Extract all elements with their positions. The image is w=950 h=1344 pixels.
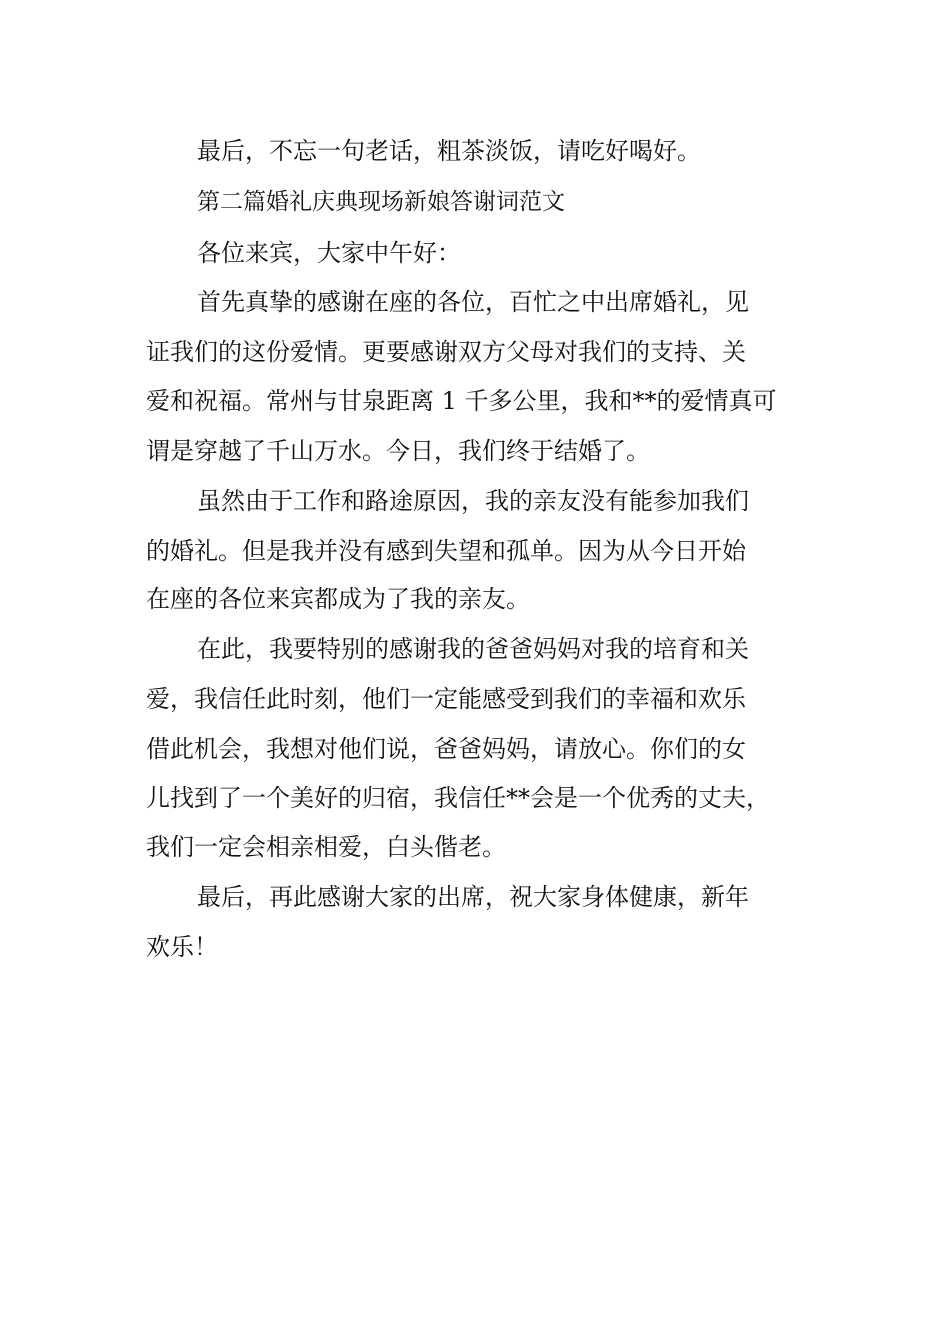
paragraph-line: 虽然由于工作和路途原因，我的亲友没有能参加我们	[197, 487, 749, 515]
closing-line: 最后，不忘一句老话，粗茶淡饭，请吃好喝好。	[197, 137, 701, 165]
paragraph-line: 儿找到了一个美好的归宿，我信任**会是一个优秀的丈夫，	[146, 784, 770, 812]
paragraph-line: 在座的各位来宾都成为了我的亲友。	[146, 585, 530, 613]
paragraph-line: 证我们的这份爱情。更要感谢双方父母对我们的支持、关	[146, 338, 746, 366]
paragraph-line: 欢乐！	[146, 933, 218, 961]
section-title: 第二篇婚礼庆典现场新娘答谢词范文	[197, 189, 565, 215]
paragraph-line: 借此机会，我想对他们说，爸爸妈妈，请放心。你们的女	[146, 735, 746, 763]
paragraph-line: 的婚礼。但是我并没有感到失望和孤单。因为从今日开始	[146, 537, 746, 565]
greeting-line: 各位来宾，大家中午好：	[197, 239, 461, 267]
paragraph-line: 爱，我信任此时刻，他们一定能感受到我们的幸福和欢乐	[146, 685, 746, 713]
paragraph-line: 首先真挚的感谢在座的各位，百忙之中出席婚礼，见	[197, 288, 749, 316]
paragraph-line: 在此，我要特别的感谢我的爸爸妈妈对我的培育和关	[197, 635, 749, 663]
paragraph-line: 谓是穿越了千山万水。今日，我们终于结婚了。	[146, 437, 650, 465]
paragraph-line: 最后，再此感谢大家的出席，祝大家身体健康，新年	[197, 883, 749, 911]
paragraph-line: 我们一定会相亲相爱，白头偕老。	[146, 833, 506, 861]
paragraph-line: 爱和祝福。常州与甘泉距离 1 千多公里，我和**的爱情真可	[146, 387, 777, 415]
